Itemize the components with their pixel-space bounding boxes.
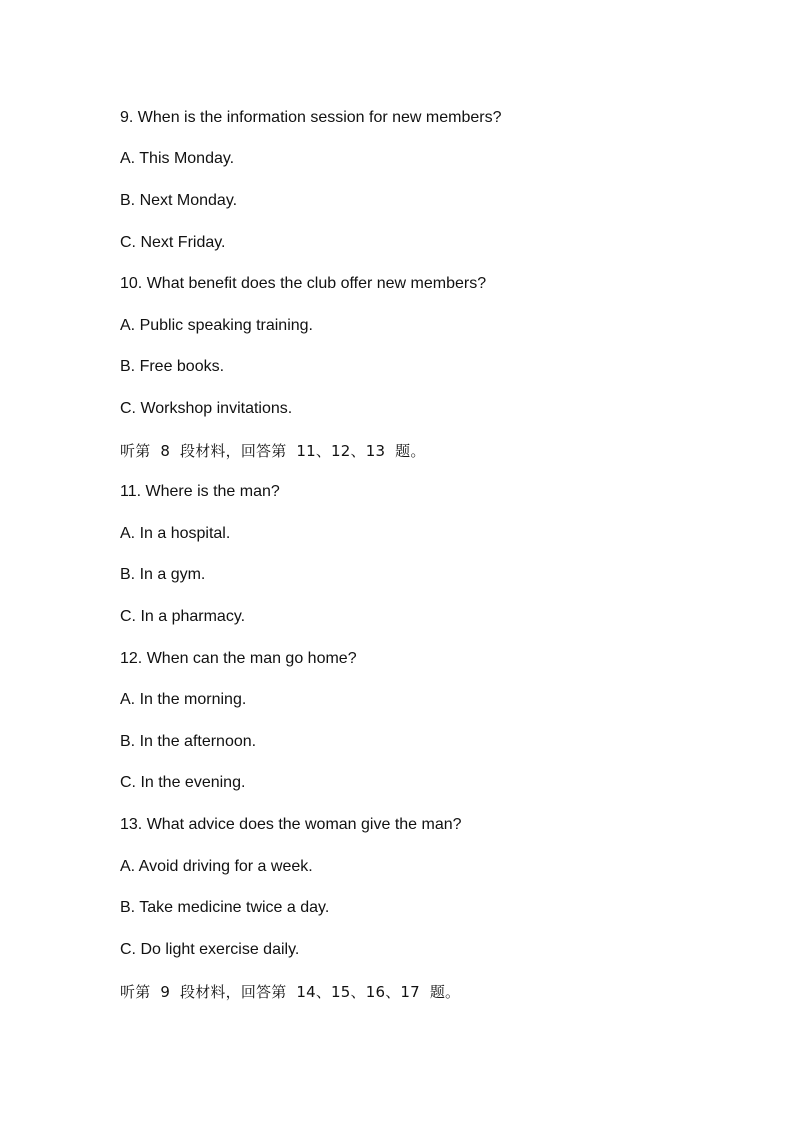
q11-option-c: C. In a pharmacy. xyxy=(120,608,246,625)
q9-option-b: B. Next Monday. xyxy=(120,192,238,209)
question-12: 12. When can the man go home? xyxy=(120,650,357,667)
q11-option-a: A. In a hospital. xyxy=(120,525,231,542)
q13-option-a: A. Avoid driving for a week. xyxy=(120,858,313,875)
listening-instruction-9: 听第 9 段材料，回答第 14、15、16、17 题。 xyxy=(120,983,461,1001)
question-9: 9. When is the information session for new members? xyxy=(120,109,502,126)
q10-option-b: B. Free books. xyxy=(120,358,225,375)
q12-option-a: A. In the morning. xyxy=(120,691,247,708)
q10-option-c: C. Workshop invitations. xyxy=(120,400,293,417)
q9-option-c: C. Next Friday. xyxy=(120,234,226,251)
q12-option-c: C. In the evening. xyxy=(120,774,246,791)
question-11: 11. Where is the man? xyxy=(120,483,280,500)
q9-option-a: A. This Monday. xyxy=(120,150,235,167)
q11-option-b: B. In a gym. xyxy=(120,566,206,583)
q13-option-b: B. Take medicine twice a day. xyxy=(120,899,330,916)
q12-option-b: B. In the afternoon. xyxy=(120,733,257,750)
q13-option-c: C. Do light exercise daily. xyxy=(120,941,300,958)
question-10: 10. What benefit does the club offer new members? xyxy=(120,275,487,292)
q10-option-a: A. Public speaking training. xyxy=(120,317,313,334)
question-13: 13. What advice does the woman give the man? xyxy=(120,816,462,833)
listening-instruction-8: 听第 8 段材料，回答第 11、12、13 题。 xyxy=(120,442,426,460)
